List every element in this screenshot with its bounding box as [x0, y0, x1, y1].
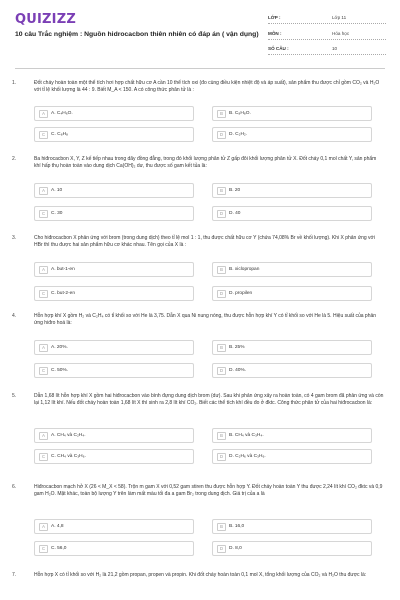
- option-letter: D: [217, 545, 226, 553]
- answer-option-b[interactable]: [212, 106, 372, 121]
- divider: [268, 39, 386, 40]
- option-letter: B: [217, 344, 226, 352]
- answer-option-d[interactable]: [212, 449, 372, 464]
- option-letter: C: [39, 210, 48, 218]
- option-letter: D: [217, 453, 226, 461]
- option-label: A. but-1-en: [51, 267, 75, 272]
- option-letter: A: [39, 266, 48, 274]
- option-letter: A: [39, 523, 48, 531]
- answer-option-b[interactable]: [212, 428, 372, 443]
- option-label: C. 56,0: [51, 546, 67, 551]
- option-label: A. 10: [51, 188, 63, 193]
- option-letter: B: [217, 187, 226, 195]
- answer-option-c[interactable]: [34, 363, 194, 378]
- option-letter: B: [217, 110, 226, 118]
- answer-option-d[interactable]: [212, 127, 372, 142]
- meta-key: LỚP :: [268, 15, 281, 20]
- option-label: B. C₈H₈O.: [229, 111, 251, 116]
- option-letter: A: [39, 432, 48, 440]
- answer-option-c[interactable]: [34, 541, 194, 556]
- answer-option-b[interactable]: [212, 183, 372, 198]
- option-label: B. xiclopropan: [229, 267, 260, 272]
- answer-option-d[interactable]: [212, 206, 372, 221]
- meta-value: 10: [332, 46, 338, 51]
- option-label: D. 8,0: [229, 546, 242, 551]
- answer-option-a[interactable]: [34, 106, 194, 121]
- answer-option-a[interactable]: [34, 340, 194, 355]
- option-letter: A: [39, 344, 48, 352]
- option-label: C. C₈H₈: [51, 132, 69, 137]
- answer-option-a[interactable]: [34, 262, 194, 277]
- option-label: C. 30: [51, 211, 63, 216]
- question-text: Cho hiđrocacbon X phản ứng với brom (trong dung dịch) theo tỉ lệ mol 1 : 1, thu được chất hữu cơ Y (chứa 74,08% Br về khối lượng). Khi X phản ứng với HBr thì thu được hai sản phẩm hữu cơ khác nhau. Tên gọi của X là :: [34, 235, 375, 248]
- meta-value: Hóa học: [332, 31, 350, 36]
- answer-option-c[interactable]: [34, 449, 194, 464]
- option-label: A. 4,8: [51, 524, 64, 529]
- answer-option-c[interactable]: [34, 206, 194, 221]
- option-letter: B: [217, 432, 226, 440]
- option-letter: B: [217, 266, 226, 274]
- meta-key: SỐ CÂU :: [268, 46, 289, 51]
- option-label: A. CH₄ và C₂H₄.: [51, 433, 86, 438]
- answer-option-b[interactable]: [212, 262, 372, 277]
- option-label: B. 20: [229, 188, 241, 193]
- quizizz-logo: QUIZIZZ: [15, 12, 76, 27]
- question-text: Hỗn hợp X có tỉ khối so với H₂ là 21,2 gồm propan, propen và propin. Khi đốt cháy hoàn toàn 0,1 mol X, tổng khối lượng của CO₂ và H₂O thu được là:: [34, 572, 367, 578]
- question-text: Hiđrocacbon mạch hở X (26 < M_X < 58). Trộn m gam X với 0,52 gam stiren thu được hỗn hợp Y. Đốt cháy hoàn toàn Y thu được 2,24 lít khí CO₂ đktc và 0,9 gam H₂O. Mặt khác, toàn bộ lượng Y trên làm mất màu tối đa a gam Br₂ trong dung dịch. Giá trị của a là: [34, 484, 383, 497]
- meta-key: MÔN :: [268, 31, 282, 36]
- option-label: A. C₄H₆O.: [51, 111, 73, 116]
- option-label: D. 40: [229, 211, 241, 216]
- answer-option-b[interactable]: [212, 340, 372, 355]
- option-label: B. CH₄ và C₃H₄.: [229, 433, 264, 438]
- question-number: 3.: [12, 235, 17, 241]
- option-label: C. CH₄ và C₃H₆.: [51, 454, 86, 459]
- answer-option-d[interactable]: [212, 286, 372, 301]
- option-letter: A: [39, 187, 48, 195]
- question-text: Dẫn 1,68 lít hỗn hợp khí X gồm hai hiđrocacbon vào bình đựng dung dịch brom (dư). Sau khi phản ứng xảy ra hoàn toàn, có 4 gam brom đã phản ứng và còn lại 1,12 lít khí. Nếu đốt cháy hoàn toàn 1,68 lít X thì sinh ra 2,8 lít khí CO₂. Biết các thể tích khí đều đo ở đktc. Công thức phân tử của hai hiđrocacbon là:: [34, 393, 384, 406]
- option-letter: C: [39, 131, 48, 139]
- question-number: 5.: [12, 393, 17, 399]
- answer-option-c[interactable]: [34, 286, 194, 301]
- option-letter: C: [39, 453, 48, 461]
- page-title: 10 câu Trắc nghiệm : Nguồn hidrocacbon thiên nhiên có đáp án ( vận dụng): [15, 31, 259, 38]
- question-number: 2.: [12, 156, 17, 162]
- question-text: Hỗn hợp khí X gồm H₂ và C₂H₄ có tỉ khối so với He là 3,75. Dẫn X qua Ni nung nóng, thu được hỗn hợp khí Y có tỉ khối so với He là 5. Hiệu suất của phản ứng hiđro hoá là:: [34, 313, 377, 326]
- question-number: 4.: [12, 313, 17, 319]
- divider: [268, 54, 386, 55]
- answer-option-b[interactable]: [212, 519, 372, 534]
- question-text: Ba hiđrocacbon X, Y, Z kế tiếp nhau trong dãy đồng đẳng, trong đó khối lượng phân tử Z gấp đôi khối lượng phân tử X. Đốt cháy 0,1 mol chất Y, sản phẩm khí hấp thụ hoàn toàn vào dung dịch Ca(OH)₂ dư, thu được số gam kết tủa là:: [34, 156, 377, 169]
- question-number: 6.: [12, 484, 17, 490]
- option-label: D. 40%.: [229, 368, 247, 373]
- option-letter: A: [39, 110, 48, 118]
- option-letter: D: [217, 367, 226, 375]
- meta-value: Lớp 11: [332, 15, 347, 20]
- option-label: B. 16,0: [229, 524, 245, 529]
- question-number: 7.: [12, 572, 17, 578]
- option-label: C. 50%.: [51, 368, 69, 373]
- answer-option-a[interactable]: [34, 183, 194, 198]
- option-label: C. but-2-en: [51, 291, 75, 296]
- option-label: B. 25%: [229, 345, 245, 350]
- header-divider: [15, 68, 385, 69]
- worksheet-header: [0, 0, 400, 68]
- answer-option-a[interactable]: [34, 428, 194, 443]
- option-letter: C: [39, 367, 48, 375]
- divider: [268, 23, 386, 24]
- question-number: 1.: [12, 80, 17, 86]
- option-letter: C: [39, 290, 48, 298]
- answer-option-c[interactable]: [34, 127, 194, 142]
- option-label: A. 20%.: [51, 345, 68, 350]
- option-label: D. C₂H₆ và C₃H₆.: [229, 454, 266, 459]
- option-letter: D: [217, 290, 226, 298]
- option-label: D. C₂H₂.: [229, 132, 248, 137]
- question-text: Đốt cháy hoàn toàn một thể tích hơi hợp chất hữu cơ A cần 10 thể tích oxi (đo cùng điều kiện nhiệt độ và áp suất), sản phẩm thu được chỉ gồm CO₂ và H₂O với tỉ lệ khối lượng là 44 : 9. Biết M_A < 150. A có công thức phân tử là :: [34, 80, 380, 93]
- option-label: D. propilen: [229, 291, 253, 296]
- answer-option-d[interactable]: [212, 541, 372, 556]
- option-letter: B: [217, 523, 226, 531]
- option-letter: D: [217, 210, 226, 218]
- answer-option-a[interactable]: [34, 519, 194, 534]
- option-letter: D: [217, 131, 226, 139]
- option-letter: C: [39, 545, 48, 553]
- answer-option-d[interactable]: [212, 363, 372, 378]
